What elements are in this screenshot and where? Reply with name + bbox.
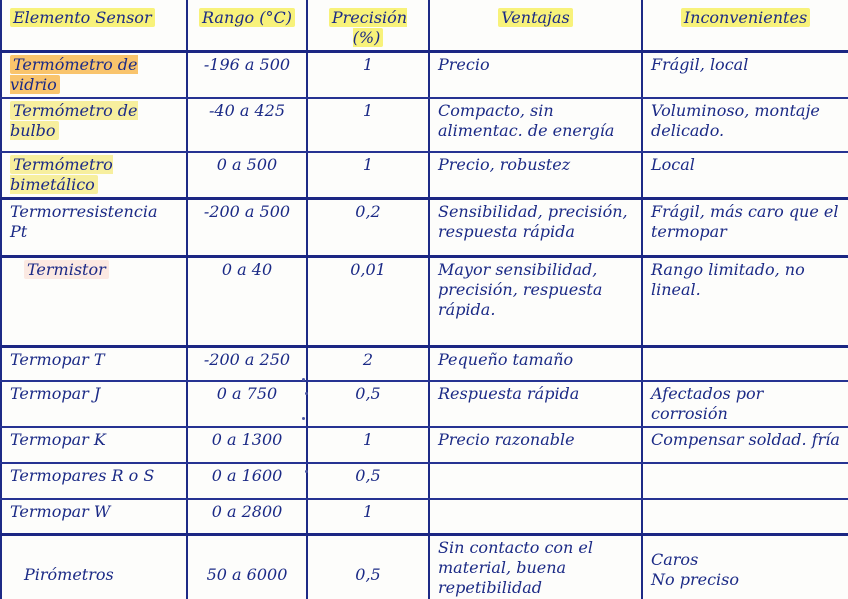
- precision-cell: 0,5: [307, 535, 429, 599]
- table-row: [1, 499, 848, 535]
- sensor-cell: [1, 535, 187, 599]
- header-sensor: [1, 0, 187, 52]
- sensor-cell: [1, 463, 187, 499]
- sensor-cell: [1, 381, 187, 427]
- range-cell: 0 a 750: [187, 381, 307, 427]
- advantages-cell: [429, 499, 642, 535]
- sensor-name: Termopar J: [10, 383, 101, 403]
- sensor-cell: [1, 152, 187, 199]
- disadvantages-cell: Local: [642, 152, 848, 199]
- advantages-cell: Compacto, sin alimentac. de energía: [429, 98, 642, 152]
- header-range: [187, 0, 307, 52]
- advantages-cell: Sensibilidad, precisión, respuesta rápida: [429, 199, 642, 257]
- precision-cell: 0,01: [307, 257, 429, 347]
- table-row: [1, 347, 848, 381]
- sensor-name: Termopar W: [10, 501, 111, 521]
- sensor-cell: [1, 98, 187, 152]
- table-row: [1, 52, 848, 99]
- sensor-name: Termopar T: [10, 350, 105, 369]
- range-cell: 0 a 1300: [187, 427, 307, 463]
- header-precision: [307, 0, 429, 52]
- table-row: [1, 427, 848, 463]
- header-advantages: [429, 0, 642, 52]
- precision-cell: 1: [307, 52, 429, 99]
- header-precision-label: Precisión (%): [329, 8, 407, 47]
- range-cell: 0 a 1600: [187, 463, 307, 499]
- sensor-name: Termómetro bimetálico: [10, 155, 113, 194]
- sensor-name: Termistor: [24, 260, 109, 279]
- precision-cell: 0,2: [307, 199, 429, 257]
- sensor-name: Termómetro de bulbo: [10, 101, 138, 140]
- header-advantages-label: Ventajas: [498, 8, 573, 27]
- header-range-label: Rango (°C): [199, 8, 295, 27]
- disadvantages-cell: Compensar soldad. fría: [642, 427, 848, 463]
- advantages-cell: Sin contacto con el material, buena repetibilidad: [429, 535, 642, 599]
- disadvantages-cell: Voluminoso, montaje delicado.: [642, 98, 848, 152]
- ink-dot: [302, 417, 305, 420]
- sensor-cell: [1, 347, 187, 381]
- sensor-cell: [1, 499, 187, 535]
- advantages-cell: [429, 463, 642, 499]
- ink-dot: [302, 378, 305, 381]
- range-cell: 0 a 2800: [187, 499, 307, 535]
- disadvantages-cell: Frágil, más caro que el termopar: [642, 199, 848, 257]
- ink-dot: [305, 392, 308, 395]
- disadvantages-cell: Caros No preciso: [642, 535, 848, 599]
- sensor-cell: [1, 52, 187, 99]
- advantages-cell: Precio razonable: [429, 427, 642, 463]
- range-cell: -196 a 500: [187, 52, 307, 99]
- advantages-cell: Pequeño tamaño: [429, 347, 642, 381]
- ink-dot: [305, 470, 308, 473]
- advantages-cell: Precio, robustez: [429, 152, 642, 199]
- sensor-cell: [1, 257, 187, 347]
- disadvantages-cell: Rango limitado, no lineal.: [642, 257, 848, 347]
- precision-cell: 1: [307, 98, 429, 152]
- sensor-name: Termopar K: [10, 429, 106, 449]
- table-row: [1, 381, 848, 427]
- sensor-cell: [1, 199, 187, 257]
- table-row: [1, 535, 848, 599]
- range-cell: 0 a 40: [187, 257, 307, 347]
- range-cell: -200 a 500: [187, 199, 307, 257]
- table-row: [1, 199, 848, 257]
- precision-cell: 0,5: [307, 463, 429, 499]
- header-row: [1, 0, 848, 52]
- advantages-cell: Mayor sensibilidad, precisión, respuesta rápida.: [429, 257, 642, 347]
- disadvantages-cell: Frágil, local: [642, 52, 848, 99]
- header-disadvantages: [642, 0, 848, 52]
- range-cell: -40 a 425: [187, 98, 307, 152]
- sensor-name: Termopares R o S: [10, 465, 155, 485]
- sensor-name: Termorresistencia Pt: [10, 202, 158, 241]
- table-row: [1, 98, 848, 152]
- table-row: [1, 152, 848, 199]
- range-cell: 0 a 500: [187, 152, 307, 199]
- precision-cell: 1: [307, 152, 429, 199]
- sensor-name: Termómetro de vidrio: [10, 55, 138, 94]
- disadvantages-cell: [642, 347, 848, 381]
- precision-cell: 0,5: [307, 381, 429, 427]
- range-cell: 50 a 6000: [187, 535, 307, 599]
- table-row: [1, 463, 848, 499]
- precision-cell: 1: [307, 499, 429, 535]
- precision-cell: 2: [307, 347, 429, 381]
- disadvantages-cell: [642, 499, 848, 535]
- disadvantages-cell: Afectados por corrosión: [642, 381, 848, 427]
- sensor-name: Pirómetros: [24, 565, 114, 585]
- sensor-cell: [1, 427, 187, 463]
- precision-cell: 1: [307, 427, 429, 463]
- header-disadvantages-label: Inconvenientes: [681, 8, 810, 27]
- disadvantages-cell: [642, 463, 848, 499]
- table-row: [1, 257, 848, 347]
- advantages-cell: Respuesta rápida: [429, 381, 642, 427]
- range-cell: -200 a 250: [187, 347, 307, 381]
- advantages-cell: Precio: [429, 52, 642, 99]
- header-sensor-label: Elemento Sensor: [10, 8, 155, 27]
